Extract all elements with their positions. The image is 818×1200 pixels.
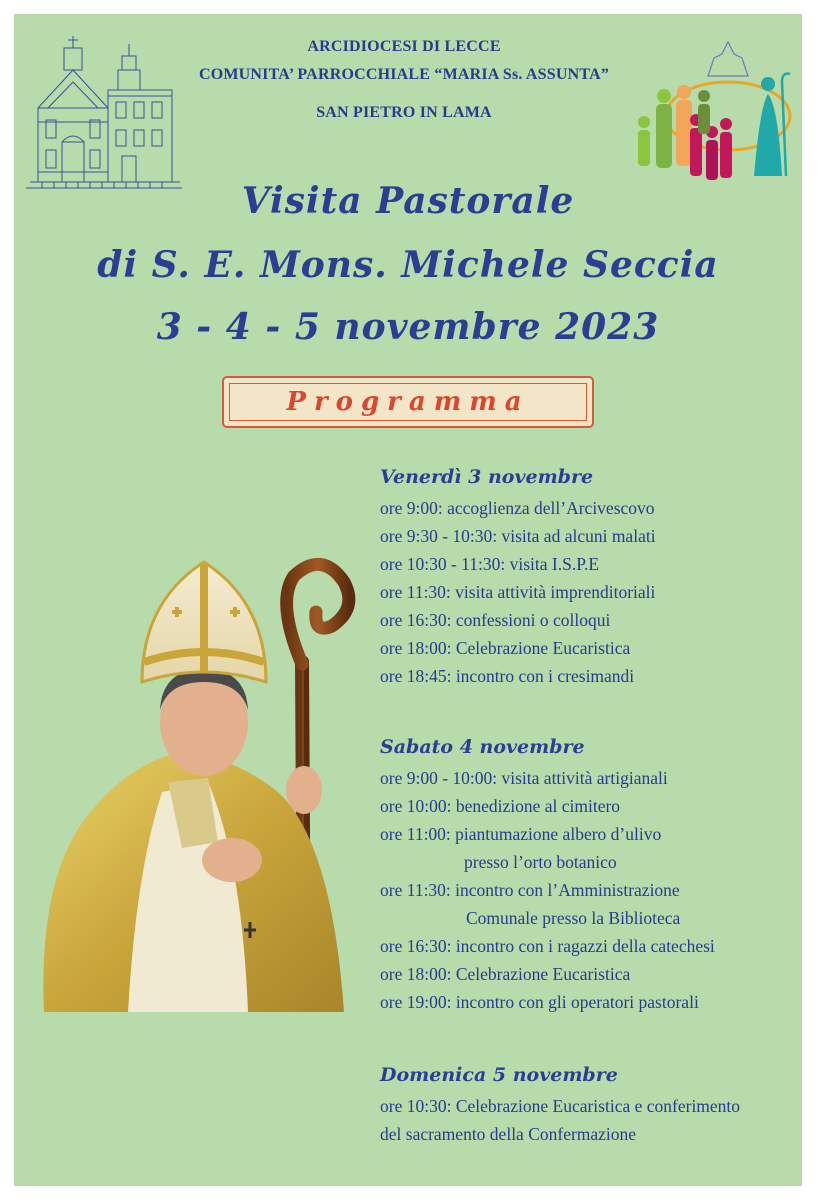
schedule-item: ore 10:00: benedizione al cimitero: [380, 796, 621, 816]
community-logo-icon: [618, 36, 798, 196]
poster: [14, 14, 802, 1186]
schedule-item: ore 9:30 - 10:30: visita ad alcuni malati: [380, 526, 656, 546]
schedule-item-continuation: del sacramento della Confermazione: [380, 1124, 637, 1144]
day-heading-friday: Venerdì 3 novembre: [380, 466, 594, 488]
schedule-item: ore 9:00 - 10:00: visita attività artigianali: [380, 768, 668, 788]
schedule-item: ore 16:30: incontro con i ragazzi della catechesi: [380, 936, 715, 956]
schedule-item: ore 10:30: Celebrazione Eucaristica e conferimento: [380, 1096, 741, 1116]
day-heading-saturday: Sabato 4 novembre: [380, 736, 585, 758]
schedule-item-continuation: Comunale presso la Biblioteca: [466, 908, 681, 928]
schedule-item: ore 19:00: incontro con gli operatori pastorali: [380, 992, 699, 1012]
schedule-item: ore 16:30: confessioni o colloqui: [380, 610, 611, 630]
schedule-item: ore 10:30 - 11:30: visita I.S.P.E: [380, 554, 600, 574]
schedule-item: ore 18:00: Celebrazione Eucaristica: [380, 964, 631, 984]
schedule-item: ore 11:00: piantumazione albero d’ulivo: [380, 824, 662, 844]
title-line-2: di S. E. Mons. Michele Seccia: [97, 244, 719, 286]
archdiocese-label: ARCIDIOCESI DI LECCE: [307, 38, 501, 55]
programma-label: Programma: [286, 387, 530, 417]
schedule-item-continuation: presso l’orto botanico: [464, 852, 617, 872]
bishop-photo-icon: [32, 542, 362, 1012]
town-label: SAN PIETRO IN LAMA: [316, 104, 492, 121]
parish-community-label: COMUNITA’ PARROCCHIALE “MARIA Ss. ASSUNTA”: [198, 66, 610, 83]
schedule-item: ore 18:00: Celebrazione Eucaristica: [380, 638, 631, 658]
title-line-3: 3 - 4 - 5 novembre 2023: [156, 306, 660, 348]
day-heading-sunday: Domenica 5 novembre: [380, 1064, 618, 1086]
schedule-item: ore 11:30: visita attività imprenditoriali: [380, 582, 656, 602]
schedule-item: ore 18:45: incontro con i cresimandi: [380, 666, 635, 686]
schedule-item: ore 11:30: incontro con l’Amministrazione: [380, 880, 680, 900]
programma-banner: [222, 376, 594, 428]
title-line-1: Visita Pastorale: [241, 180, 575, 222]
schedule-item: ore 9:00: accoglienza dell’Arcivescovo: [380, 498, 655, 518]
church-drawing-icon: [24, 30, 184, 190]
